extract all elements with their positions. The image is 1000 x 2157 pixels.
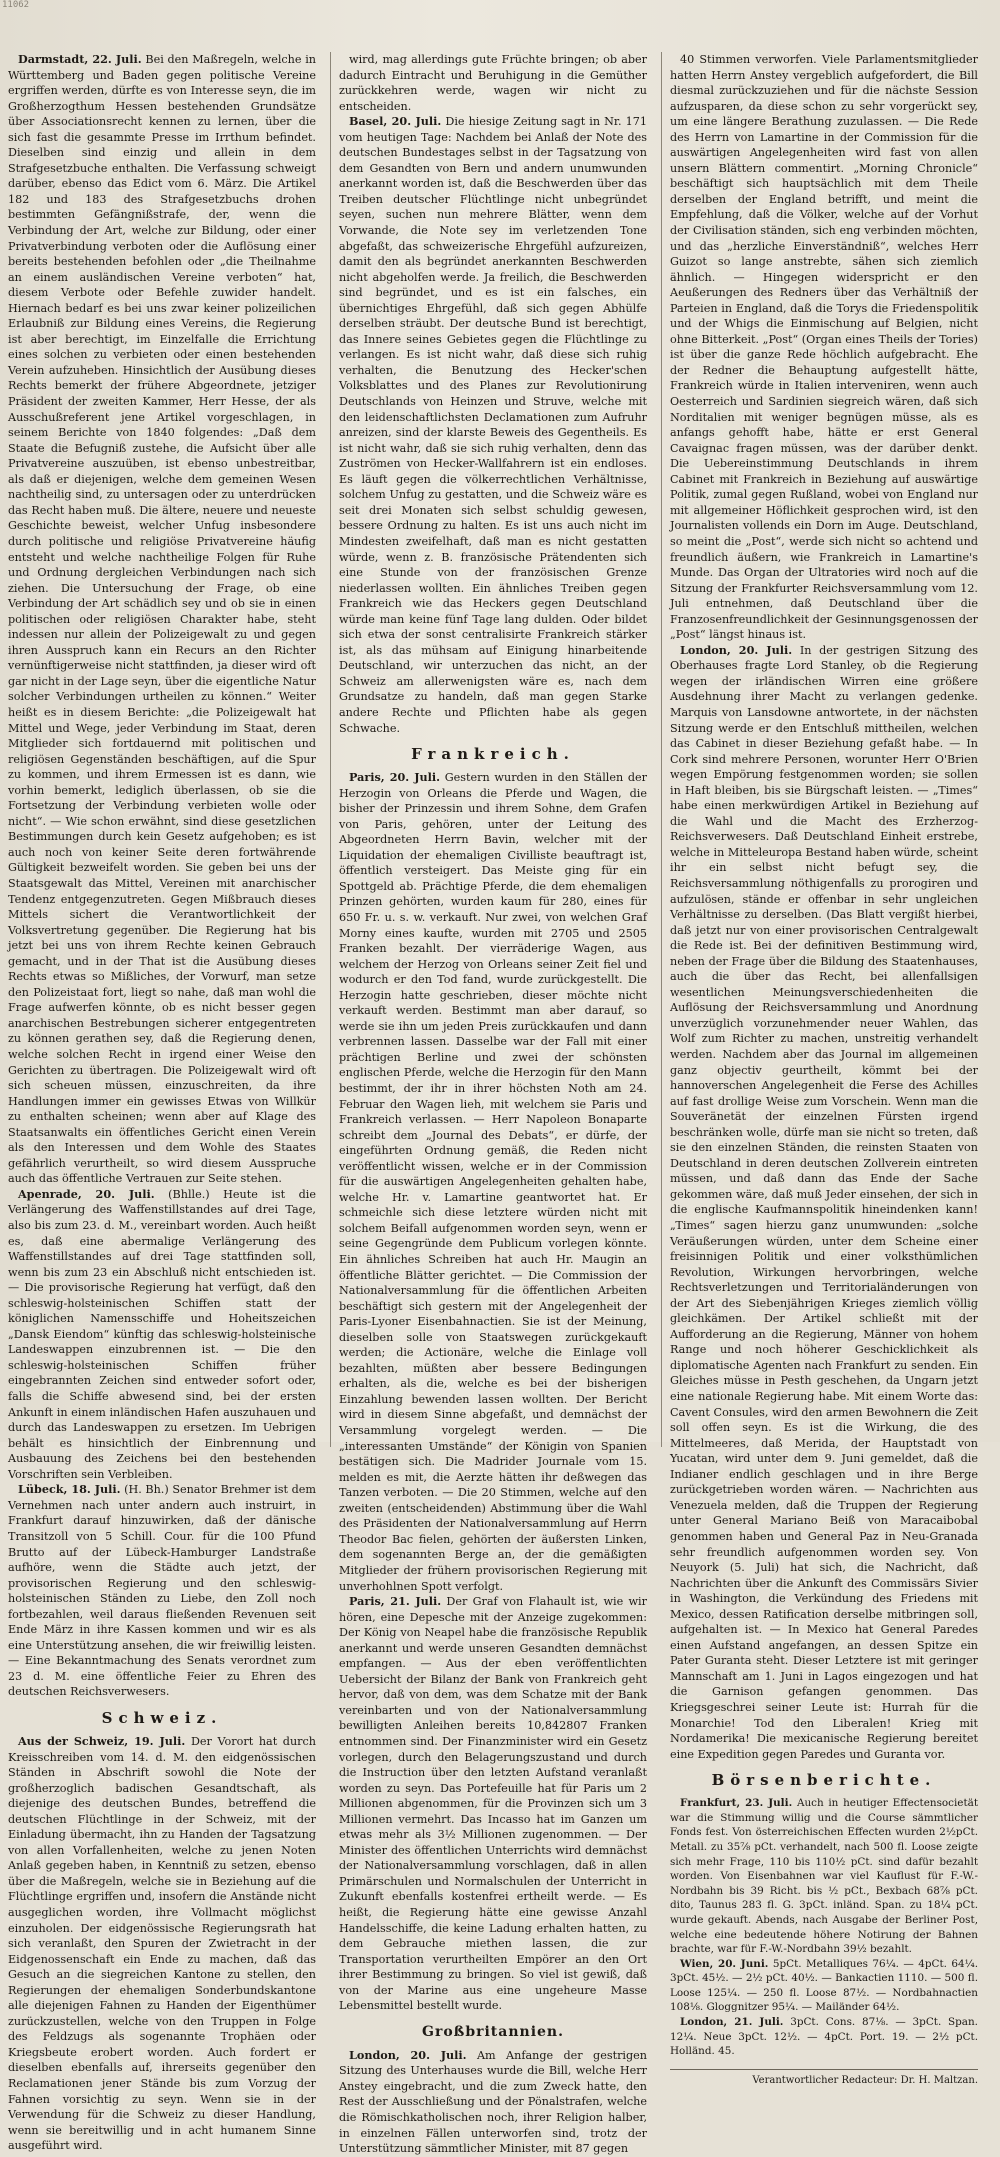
- dateline: Lübeck, 18. Juli.: [18, 1482, 121, 1497]
- dateline: Basel, 20. Juli.: [349, 114, 442, 129]
- market-report: [670, 1957, 978, 2015]
- dateline: Apenrade, 20. Juli.: [18, 1186, 155, 1201]
- section-heading: Frankreich.: [411, 745, 575, 764]
- article-text: Bei den Maßregeln, welche in Württemberg und Baden gegen politische Vereine ergriffen werden, dürfte es von Interesse seyn, die im Großherzogthum Hessen bestehenden Grundsätze über Associationsrecht kennen zu lernen, über die sich fast die gesammte Presse im Irrthum befindet. Dieselben sind einzig und allein in dem Strafgesetzbuche enthalten. Die Verfassung schweigt darüber, ebenso das Edict vom 6. März. Die Artikel 182 und 183 des Strafgesetzbuchs drohen bestimmten Gefängnißstrafe, der, wenn die Verbindung der Art, welche zur Bildung, oder einer Privatverbindung verboten oder die Auflösung einer bereits bestehenden befohlen oder „die Theilnahme an einem ausländischen Vereine verboten“ hat, diesem Verbote oder Befehle zuwider handelt. Hiernach bedarf es bei uns zwar keiner polizeilichen Erlaubniß zur Bildung eines Vereins, die Regierung ist aber berechtigt, im Einzelfalle die Errichtung eines solchen zu verbieten oder einen bestehenden Verein aufzuheben. Hinsichtlich der Ausübung dieses Rechts bemerkt der frühere Abgeordnete, jetziger Präsident der zweiten Kammer, Herr Hesse, der als Ausschußreferent jene Artikel vorgeschlagen, in seinem Berichte von 1840 folgendes: „Daß dem Staate die Befugniß zustehe, die Aufsicht über alle Privatvereine auszuüben, ist ebenso unbestreitbar, als daß er diejenigen, welche dem gemeinen Wesen nachtheilig sind, zu untersagen oder zu unterdrücken das Recht haben muß. Die ältere, neuere und neueste Geschichte beweist, welcher Unfug insbesondere durch politische und religiöse Privatvereine häufig entsteht und welche nachtheilige Folgen für Ruhe und Ordnung dergleichen Verbindungen nach sich ziehen. Die Untersuchung der Frage, ob eine Verbindung der Art schädlich sey und ob sie in einen politischen oder religiösen Charakter habe, steht indessen nur allein der Polizeigewalt zu und gegen ihren Ausspruch kann ein Recurs an den Richter vernünftigerweise nicht stattfinden, ja dieser wird oft gar nicht in der Lage seyn, über die eigentliche Natur solcher Verbindungen urtheilen zu können.“ Weiter heißt es in diesem Berichte: „die Polizeigewalt hat Mittel und Wege, jeder Verbindung im Staat, deren Mitglieder sich fortdauernd mit politischen und religiösen Gegenständen beschäftigen, auf die Spur zu kommen, und ihrem Ermessen ist es dann, wie vorhin bemerkt, lediglich überlassen, ob sie die Fortsetzung der Verbindung verbieten wolle oder nicht“. — Wie schon erwähnt, sind diese gesetzlichen Bestimmungen durch kein Gesetz aufgehoben; es ist auch noch von keiner Seite deren fortwährende Gültigkeit bezweifelt worden. Sie geben bei uns der Staatsgewalt das Mittel, Vereinen mit anarchischer Tendenz entgegenzutreten. Gegen Mißbrauch dieses Mittels sichert die Verantwortlichkeit der Volksvertretung gegenüber. Die Regierung hat bis jetzt bei uns von ihrem Rechte keinen Gebrauch gemacht, und in der That ist die Ausübung dieses Rechts etwas so Mißliches, der Vorwurf, man setze den Polizeistaat fort, liegt so nahe, daß man wohl die Frage aufwerfen könnte, ob es nicht besser gegen anarchischen Bestrebungen sicherer entgegentreten zu können gerathen sey, daß die Regierung denen, welche solchen Recht in irgend einer Weise den Gerichten zu übertragen. Die Polizeigewalt wird oft sich scheuen müssen, einzuschreiten, da ihre Handlungen immer ein gewisses Etwas von Willkür zu enthalten scheinen; wenn aber auf Klage des Staatsanwalts ein öffentliches Gericht einen Verein als den Interessen und dem Wohle des Staates gefährlich verurtheilt, so wird diesem Ausspruche auch das öffentliche Vertrauen zur Seite stehen.: [8, 53, 316, 1186]
- article-text: (Bhlle.) Heute ist die Verlängerung des Waffenstillstandes auf drei Tage, also bis zum 23. d. M., vereinbart worden. Auch heißt es, daß eine abermalige Verlängerung des Waffenstillstandes auf drei Tage stattfinden soll, wenn bis zum 23 ein Abschluß nicht entschieden ist. — Die provisorische Regierung hat verfügt, daß den schleswig-holsteinischen Schiffen statt der königlichen Namensschiffe und Hoheitszeichen „Dansk Eiendom“ künftig das schleswig-holsteinische Landeswappen einzubrennen ist. — Die den schleswig-holsteinischen Schiffen früher eingebrannten Zeichen sind entweder sofort oder, falls die Schiffe abwesend sind, bei der ersten Ankunft in einem inländischen Hafen auszuhauen und durch das Landeswappen zu ersetzen. Im Uebrigen behält es hinsichtlich der Einbrennung und Ausbauung des Zeichens bei den bestehenden Vorschriften sein Verbleiben.: [8, 1187, 316, 1481]
- article-paragraph: [339, 770, 647, 1594]
- section-heading: Großbritannien.: [422, 2023, 564, 2040]
- article-text: wird, mag allerdings gute Früchte bringen; ob aber dadurch Eintracht und Beruhigung in die Gemüther zurückkehren werde, wagen wir nicht zu entscheiden.: [339, 53, 647, 113]
- column-3: [661, 52, 979, 2086]
- dateline: Frankfurt, 23. Juli.: [680, 1797, 793, 1810]
- dateline: Paris, 20. Juli.: [349, 770, 441, 785]
- dateline: Wien, 20. Juni.: [680, 1957, 769, 1970]
- section-heading: Börsenberichte.: [711, 1771, 937, 1790]
- dateline: London, 20. Juli.: [680, 642, 793, 657]
- market-report: [670, 2015, 978, 2059]
- article-text: Auch in heutiger Effectensocietät war die Stimmung willig und die Course sämmtlicher Fonds fest. Von österreichischen Effecten wurden 2½pCt. Metall. zu 35⅞ pCt. verhandelt, nach 500 fl. Loose zeigte sich mehr Frage, 110 bis 110½ pCt. sind dafür bezahlt worden. Von Eisenbahnen war viel Kauflust für F.-W.-Nordbahn bis 39 Richt. bis ½ pCt., Bexbach 68⅞ pCt. dito, Taunus 283 fl. G. 3pCt. inländ. Span. zu 18¼ pCt. wurde gekauft. Abends, nach Ausgabe der Berliner Post, welche eine bedeutende höhere Notirung der Bahnen brachte, war für F.-W.-Nordbahn 39½ bezahlt.: [670, 1797, 978, 1956]
- article-paragraph: [339, 52, 647, 114]
- dateline: London, 21. Juli.: [680, 2016, 784, 2029]
- article-text: Der Graf von Flahault ist, wie wir hören, eine Depesche mit der Anzeige zugekommen: Der König von Neapel habe die französische Republik anerkannt und werde unseren Gesandten demnächst empfangen. — Aus der eben veröffentlichten Uebersicht der Bilanz der Bank von Frankreich geht hervor, daß von dem, was dem Schatze mit der Bank vereinbarten und von der Nationalversammlung bewilligten Anleihen bereits 10,842807 Franken entnommen sind. Der Finanzminister wird ein Gesetz vorlegen, durch den Belagerungszustand und durch die Instruction über den letzten Aufstand veranlaßt worden zu seyn. Das Portefeuille hat für Paris um 2 Millionen abgenommen, für die Provinzen sich um 3 Millionen vermehrt. Das Incasso hat im Ganzen um etwas mehr als 3½ Millionen zugenommen. — Der Minister des öffentlichen Unterrichts wird demnächst der Nationalversammlung vorschlagen, daß in allen Primärschulen und Normalschulen der Unterricht in Zukunft ebenfalls kostenfrei ertheilt werde. — Es heißt, die Regierung hätte eine gewisse Anzahl Handelsschiffe, die keine Ladung erhalten hatten, zu dem Gebrauche miethen lassen, die zur Transportation verurtheilten Empörer an den Ort ihrer Bestimmung zu bringen. So viel ist gewiß, daß von der Marine aus eine ungeheure Masse Lebensmittel bestellt wurde.: [339, 1595, 647, 2013]
- article-text: Am Anfange der gestrigen Sitzung des Unterhauses wurde die Bill, welche Herr Anstey eingebracht, und die zum Zweck hatte, den Rest der Ausschließung und der Pönalstrafen, welche die Römischkatholischen noch, ihrer Religion halber, in einzelnen Fällen unterworfen sind, trotz der Unterstützung sämmtlicher Minister, mit 87 gegen: [339, 2048, 647, 2156]
- article-paragraph: [339, 1594, 647, 2014]
- editor-line: Verantwortlicher Redacteur: Dr. H. Maltzan.: [670, 2069, 978, 2089]
- dateline: Paris, 21. Juli.: [349, 1594, 442, 1609]
- article-paragraph: [8, 1734, 316, 2154]
- columns: [8, 52, 979, 2156]
- article-text: 5pCt. Metalliques 76¼. — 4pCt. 64¼. 3pCt. 45½. — 2½ pCt. 40½. — Bankactien 1110. — 500 fl. Loose 125¼. — 250 fl. Loose 87½. — Nordbahnactien 108⅛. Gloggnitzer 95¼. — Mailänder 64½.: [670, 1957, 978, 2014]
- article-text: 40 Stimmen verworfen. Viele Parlamentsmitglieder hatten Herrn Anstey vergeblich aufgefordert, die Bill diesmal zurückzuziehen und für die nächste Session aufzusparen, da diese schon zu sehr vorgerückt sey, um eine längere Berathung zuzulassen. — Die Rede des Herrn von Lamartine in der Commission für die auswärtigen Angelegenheiten wird fast von allen unsern Blättern commentirt. „Morning Chronicle“ beschäftigt sich hauptsächlich mit dem Theile derselben der England betrifft, und meint die Empfehlung, daß die Völker, welche auf der Vorhut der Civilisation ständen, sich eng verbinden möchten, und das „herzliche Einverständniß“, welches Herr Guizot so lange anstrebte, sähen sich ziemlich ähnlich. — Hingegen widerspricht er den Aeußerungen des Redners über das Verhältniß der Parteien in England, daß die Torys die Friedenspolitik und der Whigs die Einmischung auf Belgien, nicht ohne Bitterkeit. „Post“ (Organ eines Theils der Tories) ist über die ganze Rede höchlich aufgebracht. Ehe der Redner die Behauptung aufgestellt hätte, Frankreich würde in Italien interveniren, wenn auch Oesterreich und Sardinien siegreich wären, daß sich Norditalien mit weniger begnügen müsse, als es anfangs gehofft habe, hätte er erst General Cavaignac fragen müssen, was der darüber denkt. Die Uebereinstimmung Deutschlands in ihrem Cabinet mit Frankreich in Beziehung auf auswärtige Politik, zumal gegen Rußland, wobei von England nur mit allgemeiner Höflichkeit gesprochen wird, ist den Journalisten vollends ein Dorn im Auge. Deutschland, so meint die „Post“, werde sich nicht so achtend und freundlich äußern, wie Frankreich in Lamartine's Munde. Das Organ der Ultratories wird noch auf die Sitzung der Frankfurter Reichsversammlung vom 12. Juli entnehmen, daß Deutschland über die Franzosenfreundlichkeit der Gesinnungsgenossen der „Post“ längst hinaus ist.: [670, 53, 978, 642]
- dateline: Darmstadt, 22. Juli.: [18, 52, 142, 66]
- article-paragraph: [8, 52, 316, 1187]
- section-heading: Schweiz.: [101, 1708, 223, 1727]
- article-paragraph: [339, 114, 647, 736]
- article-paragraph: [8, 1482, 316, 1700]
- article-text: Gestern wurden in den Ställen der Herzogin von Orleans die Pferde und Wagen, die bisher der Prinzessin und ihrem Sohne, dem Grafen von Paris, gehören, unter der Leitung des Abgeordneten Herrn Bavin, welcher mit der Liquidation der ehemaligen Civilliste beauftragt ist, öffentlich versteigert. Das Meiste ging für ein Spottgeld ab. Prächtige Pferde, die dem ehemaligen Prinzen gehörten, wurden kaum für 280, eines für 650 Fr. u. s. w. verkauft. Nur zwei, von welchen Graf Morny eines kaufte, wurden mit 2705 und 2505 Franken bezahlt. Der vierräderige Wagen, aus welchem der Herzog von Orleans seiner Zeit fiel und wodurch er den Tod fand, wurde zurückgestellt. Die Herzogin hatte geschrieben, dieser möchte nicht verkauft werden. Bestimmt man aber darauf, so werde sie ihn um jeden Preis zurückkaufen und dann verbrennen lassen. Dasselbe war der Fall mit einer prächtigen Berline und zwei der schönsten englischen Pferde, welche die Herzogin für den Mann bestimmt, der ihr in ihrer höchsten Noth am 24. Februar den Wagen lieh, mit welchem sie Paris und Frankreich verlassen. — Herr Napoleon Bonaparte schreibt dem „Journal des Debats“, er dürfe, der eingeführten Ordnung gemäß, die Reden nicht veröffentlicht wissen, welche er in der Commission für die auswärtigen Angelegenheiten gehalten habe, welche Hr. v. Lamartine geantwortet hat. Er schmeichle sich diese letztere würden nicht mit solchem Beifall aufgenommen worden seyn, wenn er seine Gegengründe dem Publicum vorlegen könnte. Ein ähnliches Schreiben hat auch Hr. Maugin an öffentliche Blätter gerichtet. — Die Commission der Nationalversammlung für die öffentlichen Arbeiten beschäftigt sich gestern mit der Angelegenheit der Paris-Lyoner Eisenbahnactien. Sie ist der Meinung, dieselben solle von Staatswegen zurückgekauft werden; die Actionäre, welche die Einlage voll bezahlten, müßten aber bessere Bedingungen erhalten, als die, welche es bei der bisherigen Einzahlung bewenden lassen wollten. Der Bericht wird in diesem Sinne abgefaßt, und demnächst der Versammlung vorgelegt werden. — Die „interessanten Umstände“ der Königin von Spanien bestätigen sich. Die Madrider Journale vom 15. melden es mit, die Aerzte hätten ihr deßwegen das Tanzen verboten. — Die 20 Stimmen, welche auf den zweiten (entscheidenden) Abstimmung über die Wahl des Präsidenten der Nationalversammlung auf Herrn Theodor Bac fielen, gehörten der äußersten Linken, dem sogenannten Berge an, der die gemäßigten Mitglieder der frühern provisorischen Regierung mit unverhohlnen Spott verfolgt.: [339, 771, 647, 1593]
- article-text: Der Vorort hat durch Kreisschreiben vom 14. d. M. den eidgenössischen Ständen in Abschrift sowohl die Note der großherzoglich badischen Gesandtschaft, als diejenige des deutschen Bundes, betreffend die deutschen Flüchtlinge in der Schweiz, mit der Einladung übermacht, ihn zu Handen der Tagsatzung von allen Vorfallenheiten, welche zu jenen Noten Anlaß gegeben haben, in Kenntniß zu setzen, ebenso über die Maßregeln, welche sie in Beziehung auf die Flüchtlinge ergriffen und, insofern die Anstände nicht ausgeglichen worden, ihre Vollmacht möglichst einzuholen. Der eidgenössische Regierungsrath hat sich veranlaßt, den Spuren der Zwietracht in der Eidgenossenschaft ein Ende zu machen, daß das Gesuch an die siegreichen Kantone zu stellen, den Regierungen der ehemaligen Sonderbundskantone alle diejenigen Fahnen zu Handen der Eigenthümer zurückzustellen, welche von den Truppen in Folge des Feldzugs als sogenannte Trophäen oder Kriegsbeute erobert worden. Auch fordert er dieselben ebenfalls auf, ihrerseits gegenüber den Reclamationen jener Stände bis zum Vorzug der Fahnen vorsichtig zu seyn. Wenn sie in der Verwendung für die Schweiz zu dieser Handlung, wenn sie bereitwillig und in acht humanem Sinne ausgeführt wird.: [8, 1734, 316, 2153]
- column-2: [330, 52, 647, 2156]
- dateline: London, 20. Juli.: [349, 2047, 467, 2062]
- article-text: 3pCt. Cons. 87⅛. — 3pCt. Span. 12¼. Neue 3pCt. 12½. — 4pCt. Port. 19. — 2½ pCt. Holländ. 45.: [670, 2016, 978, 2058]
- market-report: [670, 1796, 978, 1957]
- article-paragraph: [670, 52, 978, 643]
- page-mark: 11062: [2, 0, 30, 10]
- dateline: Aus der Schweiz, 19. Juli.: [18, 1733, 186, 1748]
- article-paragraph: [670, 643, 978, 1762]
- article-text: In der gestrigen Sitzung des Oberhauses fragte Lord Stanley, ob die Regierung wegen der irländischen Wirren eine größere Ausdehnung ihrer Macht zu verlangen gedenke. Marquis von Lansdowne antwortete, in der nächsten Sitzung werde er den Entschluß mittheilen, welchen das Cabinet in dieser Beziehung gefaßt habe. — In Cork sind mehrere Personen, worunter Herr O'Brien wegen Empörung festgenommen worden; sie sollen in Haft bleiben, bis sie Bürgschaft leisten. — „Times“ habe einen merkwürdigen Artikel in Beziehung auf die Wahl und die Macht des Erzherzog-Reichsverwesers. Daß Deutschland Einheit erstrebe, welche in Mitteleuropa Bestand haben würde, scheint ihr ein selbst nicht befugt sey, die Reichsversammlung nöthigenfalls zu prorogiren und aufzulösen, stände er offenbar in sehr ungleichen Verhältnisse zu derselben. (Das Blatt vergißt hierbei, daß jetzt nur von einer provisorischen Centralgewalt die Rede ist. Bei der definitiven Bestimmung wird, neben der Frage über die Bildung des Staatenhauses, auch die über das Recht, bei allenfallsigen wesentlichen Meinungsverschiedenheiten die Auflösung der Reichsversammlung und Anordnung unverzüglich vorzunehmender neuer Wahlen, das Wolf zum Richter zu machen, unstreitig verhandelt werden. Nachdem aber das Journal im allgemeinen ganz objectiv geurtheilt, kömmt bei der hannoverschen Angelegenheit die Ferse des Achilles auf fast drollige Weise zum Vorschein. Wenn man die Souveränetät der einzelnen Fürsten irgend beschränken wolle, dürfe man sie nicht so treten, daß sie den einzelnen Ständen, die reinsten Staaten von Deutschland in deren deutschen Zollverein eintreten müssen, und daß dann das Ende der Sache gekommen wäre, daß muß Jeder einsehen, der sich in die englische Kaufmannspolitik hineindenken kann! „Times“ sagen hierzu ganz unumwunden: „solche Veräußerungen würden, unter dem Scheine einer freisinnigen Politik und einer volksthümlichen Revolution, Wirkungen hervorbringen, welche Rechtsverletzungen und Territorialänderungen von der Art des Siebenjährigen Krieges ziemlich völlig gleichkämen. Der Artikel schließt mit der Aufforderung an die Regierung, Männer von hohem Range und noch höherer Geschicklichkeit als diplomatische Agenten nach Frankfurt zu senden. Ein Gleiches müsse in Pesth geschehen, da Ungarn jetzt eine nationale Regierung habe. Mit einem Worte das: Cavent Consules, wird den armen Bewohnern die Zeit soll offen seyn. Es ist die Wirkung, die des Mittelmeeres, daß Merida, der Hauptstadt von Yucatan, wird unter dem 9. Juni gemeldet, daß die Indianer endlich geschlagen und in ihre Berge zurückgetrieben worden wären. — Nachrichten aus Venezuela melden, daß die Truppen der Regierung unter General Mariano Beiß von Maracaibobal genommen haben und General Paz in Neu-Granada sehr freundlich aufgenommen worden sey. Von Neuyork (5. Juli) hat sich, die Nachricht, daß Nachrichten über die Ankunft des Commissärs Sivier in Washington, die Verkündung des Friedens mit Mexico, dessen Ratification derselbe mitbringen soll, aufgehalten ist. — In Mexico hat General Paredes einen Aufstand angefangen, an dessen Spitze ein Pater Guranta steht. Dieser Letztere ist mit geringer Mannschaft am 1. Juni in Lagos eingezogen und hat die Garnison gefangen genommen. Das Kriegsgeschrei seiner Leute ist: Hurrah für die Monarchie! Tod den Liberalen! Krieg mit Nordamerika! Die mexicanische Regierung bereitet eine Expedition gegen Paredes und Guranta vor.: [670, 643, 979, 1761]
- article-paragraph: [8, 1187, 316, 1482]
- article-text: Die hiesige Zeitung sagt in Nr. 171 vom heutigen Tage: Nachdem bei Anlaß der Note des deutschen Bundestages selbst in der Tagsatzung von dem Gesandten von Bern und andern unumwunden anerkannt worden ist, daß die Beschwerden über das Treiben deutscher Flüchtlinge nicht unbegründet seyen, suchen nun mehrere Blätter, wenn dem Vorwande, die Note sey im verletzenden Tone abgefaßt, das schweizerische Ehrgefühl aufzureizen, damit den als begründet anerkannten Beschwerden nicht abgeholfen werde. Ja freilich, die Beschwerden sind begründet, und es ist ein falsches, ein übernichtiges Ehrgefühl, daß sich gegen Abhülfe derselben sträubt. Der deutsche Bund ist berechtigt, das Innere seines Gebietes gegen die Flüchtlinge zu verlangen. Es ist nicht wahr, daß diese sich ruhig verhalten, die Benutzung des Hecker'schen Volksblattes und des Planes zur Revolutionirung Deutschlands von Heinzen und Struve, welche mit den leidenschaftlichsten Declamationen zum Aufruhr anreizen, sind der klarste Beweis des Gegentheils. Es ist nicht wahr, daß sie sich ruhig verhalten, denn das Zuströmen von Hecker-Wallfahrern ist ein endloses. Es läuft gegen die völkerrechtlichen Verhältnisse, solchem Unfug zu gestatten, und die Schweiz wäre es seit drei Monaten sich selbst schuldig gewesen, bessere Ordnung zu halten. Es ist uns auch nicht im Mindesten zweifelhaft, daß man es nicht gestatten würde, wenn z. B. französische Prätendenten sich eine Stunde von der französischen Grenze niederlassen wollten. Ein ähnliches Treiben gegen Frankreich wie das Heckers gegen Deutschland würde man keine fünf Tage lang dulden. Oder bildet sich etwa der sonst centralisirte Frankreich stärker ist, als das mühsam auf Einigung hinarbeitende Deutschland, wir unterzuchen das nicht, an der Schweiz am allerwenigsten wäre es, nach dem Grundsatze zu handeln, daß man gegen Starke andere Rechte und Pflichten habe als gegen Schwache.: [339, 115, 647, 735]
- article-text: (H. Bh.) Senator Brehmer ist dem Vernehmen nach unter andern auch instruirt, in Frankfurt darauf hinzuwirken, daß der dänische Transitzoll von 5 Schill. Cour. für die 100 Pfund Brutto auf der Lübeck-Hamburger Landstraße aufhöre, wenn die Städte auch jetzt, der provisorischen Regierung und den schleswig-holsteinischen Ständen zu Liebe, den Zoll noch fortbezahlen, weil daraus fließenden Revenuen seit Ende März in ihre Kassen kommen und wir es als eine Unterstützung ansehen, die wir freiwillig leisten. — Eine Bekanntmachung des Senats verordnet zum 23 d. M. eine öffentliche Feier zu Ehren des deutschen Reichsverwesers.: [8, 1483, 316, 1699]
- column-1: [8, 52, 316, 2153]
- article-paragraph: [339, 2048, 647, 2157]
